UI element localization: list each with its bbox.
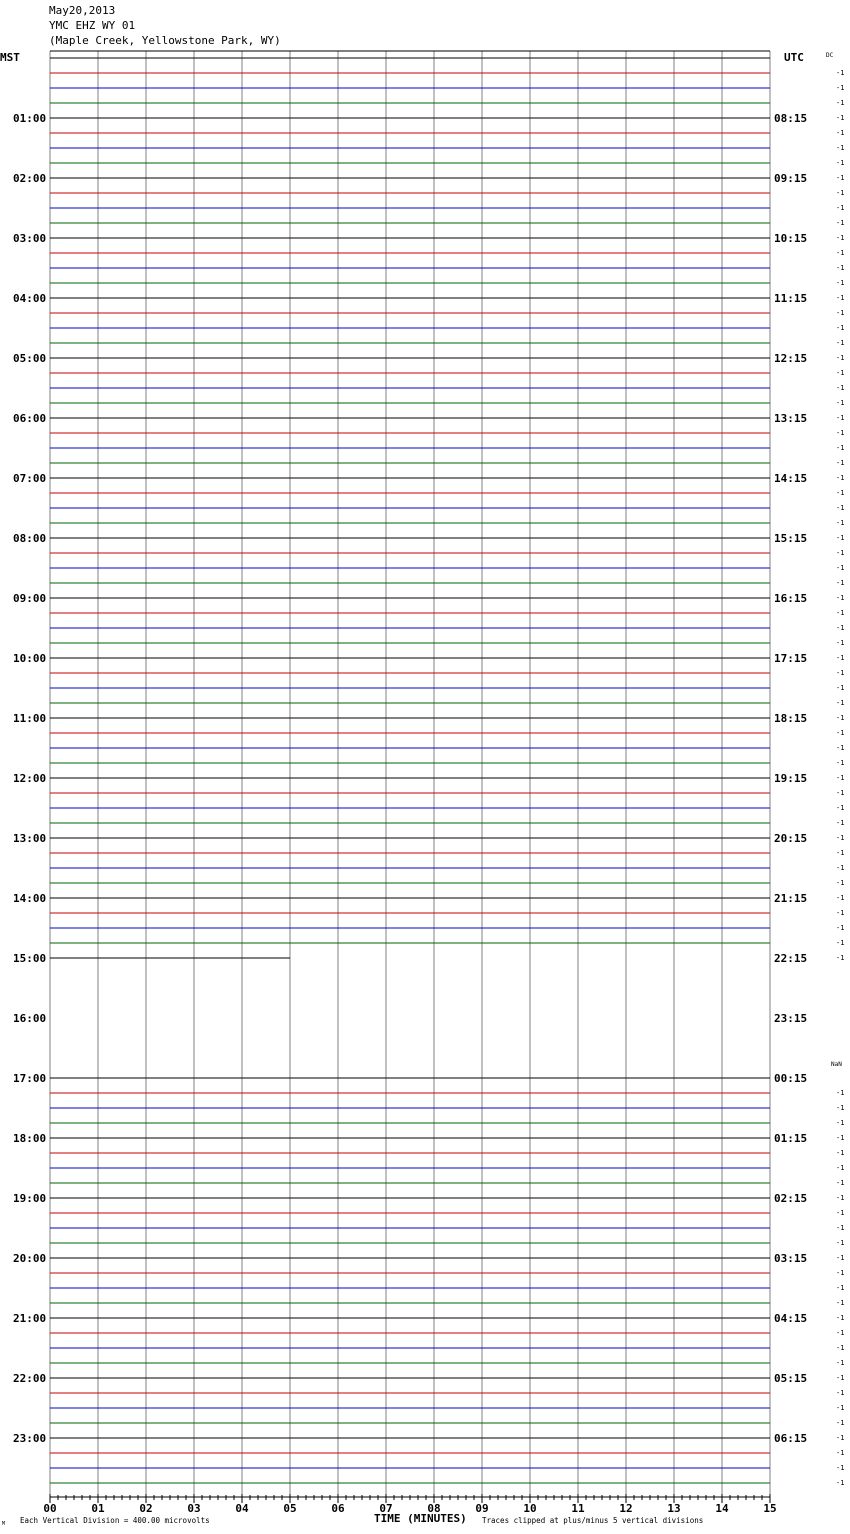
left-hour-label: 21:00 — [13, 1312, 47, 1325]
row-value-label: -1 — [836, 189, 845, 197]
right-hour-label: 02:15 — [774, 1192, 808, 1205]
right-hour-label: 13:15 — [774, 412, 808, 425]
row-value-label: -1 — [836, 414, 845, 422]
left-hour-label: 09:00 — [13, 592, 47, 605]
row-value-label: -1 — [836, 144, 845, 152]
right-hour-label: 06:15 — [774, 1432, 808, 1445]
right-timezone-label: UTC — [784, 51, 804, 64]
left-hour-label: 19:00 — [13, 1192, 47, 1205]
x-tick-label: 04 — [235, 1502, 249, 1515]
x-tick-label: 10 — [523, 1502, 537, 1515]
row-value-label: -1 — [836, 354, 845, 362]
row-value-label: -1 — [836, 459, 845, 467]
row-value-label: -1 — [836, 1164, 845, 1172]
row-value-label: -1 — [836, 1269, 845, 1277]
row-value-label: -1 — [836, 309, 845, 317]
row-value-label: -1 — [836, 1194, 845, 1202]
row-value-label: -1 — [836, 474, 845, 482]
left-hour-label: 04:00 — [13, 292, 47, 305]
left-hour-label: 18:00 — [13, 1132, 47, 1145]
row-value-label: -1 — [836, 1104, 845, 1112]
row-value-label: -1 — [836, 519, 845, 527]
header-location: (Maple Creek, Yellowstone Park, WY) — [49, 34, 281, 47]
left-hour-label: 14:00 — [13, 892, 47, 905]
x-axis-title: TIME (MINUTES) — [374, 1512, 467, 1525]
row-value-label: -1 — [836, 1224, 845, 1232]
row-value-label: -1 — [836, 774, 845, 782]
x-tick-label: 14 — [715, 1502, 729, 1515]
row-value-label: -1 — [836, 714, 845, 722]
left-hour-label: 02:00 — [13, 172, 47, 185]
row-value-label: -1 — [836, 594, 845, 602]
row-value-label: -1 — [836, 579, 845, 587]
row-value-label: -1 — [836, 129, 845, 137]
row-value-label: -1 — [836, 1209, 845, 1217]
row-value-label: -1 — [836, 1359, 845, 1367]
row-value-label: -1 — [836, 339, 845, 347]
trace-lines — [50, 58, 770, 1483]
row-value-label: -1 — [836, 1329, 845, 1337]
left-timezone-label: MST — [0, 51, 20, 64]
row-value-label: -1 — [836, 444, 845, 452]
right-hour-label: 20:15 — [774, 832, 808, 845]
axis-labels — [13, 69, 844, 1515]
x-tick-label: 07 — [379, 1502, 393, 1515]
left-hour-label: 15:00 — [13, 952, 47, 965]
row-value-label: -1 — [836, 1419, 845, 1427]
right-hour-label: 12:15 — [774, 352, 808, 365]
row-value-label: -1 — [836, 729, 845, 737]
row-value-label: -1 — [836, 384, 845, 392]
row-value-label: -1 — [836, 1314, 845, 1322]
left-hour-label: 20:00 — [13, 1252, 47, 1265]
x-tick-label: 00 — [43, 1502, 57, 1515]
row-value-label: -1 — [836, 849, 845, 857]
x-tick-label: 05 — [283, 1502, 297, 1515]
row-value-label: -1 — [836, 1089, 845, 1097]
x-tick-label: 15 — [763, 1502, 777, 1515]
row-value-label: -1 — [836, 1464, 845, 1472]
right-hour-label: 17:15 — [774, 652, 808, 665]
row-value-label: -1 — [836, 894, 845, 902]
row-value-label: -1 — [836, 399, 845, 407]
left-hour-label: 01:00 — [13, 112, 47, 125]
right-hour-label: 03:15 — [774, 1252, 808, 1265]
row-value-label: -1 — [836, 939, 845, 947]
corner-mark: M — [2, 1521, 6, 1527]
right-hour-label: 11:15 — [774, 292, 808, 305]
left-hour-label: 05:00 — [13, 352, 47, 365]
left-hour-label: 22:00 — [13, 1372, 47, 1385]
right-hour-label: 18:15 — [774, 712, 808, 725]
row-value-label: -1 — [836, 1119, 845, 1127]
row-value-label: -1 — [836, 264, 845, 272]
row-value-label: -1 — [836, 684, 845, 692]
row-value-label: -1 — [836, 69, 845, 77]
left-hour-label: 03:00 — [13, 232, 47, 245]
right-hour-label: 00:15 — [774, 1072, 808, 1085]
row-value-label: -1 — [836, 699, 845, 707]
row-value-label: -1 — [836, 1299, 845, 1307]
row-value-label: -1 — [836, 819, 845, 827]
row-value-label: -1 — [836, 1149, 845, 1157]
row-value-label: -1 — [836, 1449, 845, 1457]
row-value-label: -1 — [836, 219, 845, 227]
row-value-label: -1 — [836, 639, 845, 647]
row-value-label: -1 — [836, 84, 845, 92]
row-value-label: -1 — [836, 789, 845, 797]
row-value-label: -1 — [836, 249, 845, 257]
row-value-label: -1 — [836, 1134, 845, 1142]
row-value-label: -1 — [836, 1239, 845, 1247]
x-tick-label: 12 — [619, 1502, 633, 1515]
row-value-label: -1 — [836, 204, 845, 212]
right-hour-label: 22:15 — [774, 952, 808, 965]
row-value-label: -1 — [836, 234, 845, 242]
row-value-label: -1 — [836, 864, 845, 872]
row-value-label: -1 — [836, 114, 845, 122]
clip-note: Traces clipped at plus/minus 5 vertical divisions — [482, 1516, 704, 1525]
left-hour-label: 11:00 — [13, 712, 47, 725]
left-hour-label: 08:00 — [13, 532, 47, 545]
right-hour-label: 01:15 — [774, 1132, 808, 1145]
row-value-label: -1 — [836, 654, 845, 662]
row-value-label: -1 — [836, 1344, 845, 1352]
row-value-label: -1 — [836, 429, 845, 437]
right-hour-label: 19:15 — [774, 772, 808, 785]
right-hour-label: 23:15 — [774, 1012, 808, 1025]
left-hour-label: 06:00 — [13, 412, 47, 425]
row-value-label: -1 — [836, 174, 845, 182]
right-hour-label: 05:15 — [774, 1372, 808, 1385]
right-hour-label: 21:15 — [774, 892, 808, 905]
right-hour-label: 15:15 — [774, 532, 808, 545]
left-hour-label: 16:00 — [13, 1012, 47, 1025]
row-value-label: -1 — [836, 1479, 845, 1487]
left-hour-label: 07:00 — [13, 472, 47, 485]
row-value-label: -1 — [836, 834, 845, 842]
left-hour-label: 10:00 — [13, 652, 47, 665]
x-tick-label: 03 — [187, 1502, 201, 1515]
row-value-label: -1 — [836, 1254, 845, 1262]
x-tick-label: 06 — [331, 1502, 345, 1515]
row-value-label: -1 — [836, 99, 845, 107]
x-tick-label: 11 — [571, 1502, 585, 1515]
row-value-label: -1 — [836, 1374, 845, 1382]
row-value-label: -1 — [836, 324, 845, 332]
x-tick-label: 08 — [427, 1502, 441, 1515]
row-value-label: -1 — [836, 879, 845, 887]
header-station: YMC EHZ WY 01 — [49, 19, 136, 32]
row-value-label: -1 — [836, 909, 845, 917]
header-date: May20,2013 — [49, 4, 116, 17]
row-value-label: -1 — [836, 1434, 845, 1442]
row-value-label: -1 — [836, 369, 845, 377]
row-value-label: -1 — [836, 1389, 845, 1397]
row-value-label: -1 — [836, 744, 845, 752]
row-value-label: -1 — [836, 294, 845, 302]
row-value-label: -1 — [836, 624, 845, 632]
row-value-label: -1 — [836, 489, 845, 497]
scale-note: Each Vertical Division = 400.00 microvolts — [20, 1516, 210, 1525]
row-value-label: -1 — [836, 954, 845, 962]
right-hour-label: 10:15 — [774, 232, 808, 245]
row-value-label: -1 — [836, 504, 845, 512]
right-hour-label: 08:15 — [774, 112, 808, 125]
row-value-label: -1 — [836, 924, 845, 932]
x-tick-label: 09 — [475, 1502, 489, 1515]
row-value-label: -1 — [836, 609, 845, 617]
x-tick-label: 01 — [91, 1502, 105, 1515]
right-hour-label: 09:15 — [774, 172, 808, 185]
dc-bottom-label: NaN — [831, 1061, 842, 1068]
right-hour-label: 14:15 — [774, 472, 808, 485]
row-value-label: -1 — [836, 1404, 845, 1412]
row-value-label: -1 — [836, 669, 845, 677]
left-hour-label: 23:00 — [13, 1432, 47, 1445]
row-value-label: -1 — [836, 1284, 845, 1292]
right-hour-label: 16:15 — [774, 592, 808, 605]
row-value-label: -1 — [836, 1179, 845, 1187]
x-tick-label: 13 — [667, 1502, 681, 1515]
row-value-label: -1 — [836, 759, 845, 767]
row-value-label: -1 — [836, 804, 845, 812]
x-tick-label: 02 — [139, 1502, 153, 1515]
row-value-label: -1 — [836, 279, 845, 287]
left-hour-label: 17:00 — [13, 1072, 47, 1085]
row-value-label: -1 — [836, 549, 845, 557]
row-value-label: -1 — [836, 534, 845, 542]
right-hour-label: 04:15 — [774, 1312, 808, 1325]
dc-top-label: DC — [826, 52, 834, 59]
left-hour-label: 12:00 — [13, 772, 47, 785]
left-hour-label: 13:00 — [13, 832, 47, 845]
row-value-label: -1 — [836, 564, 845, 572]
row-value-label: -1 — [836, 159, 845, 167]
